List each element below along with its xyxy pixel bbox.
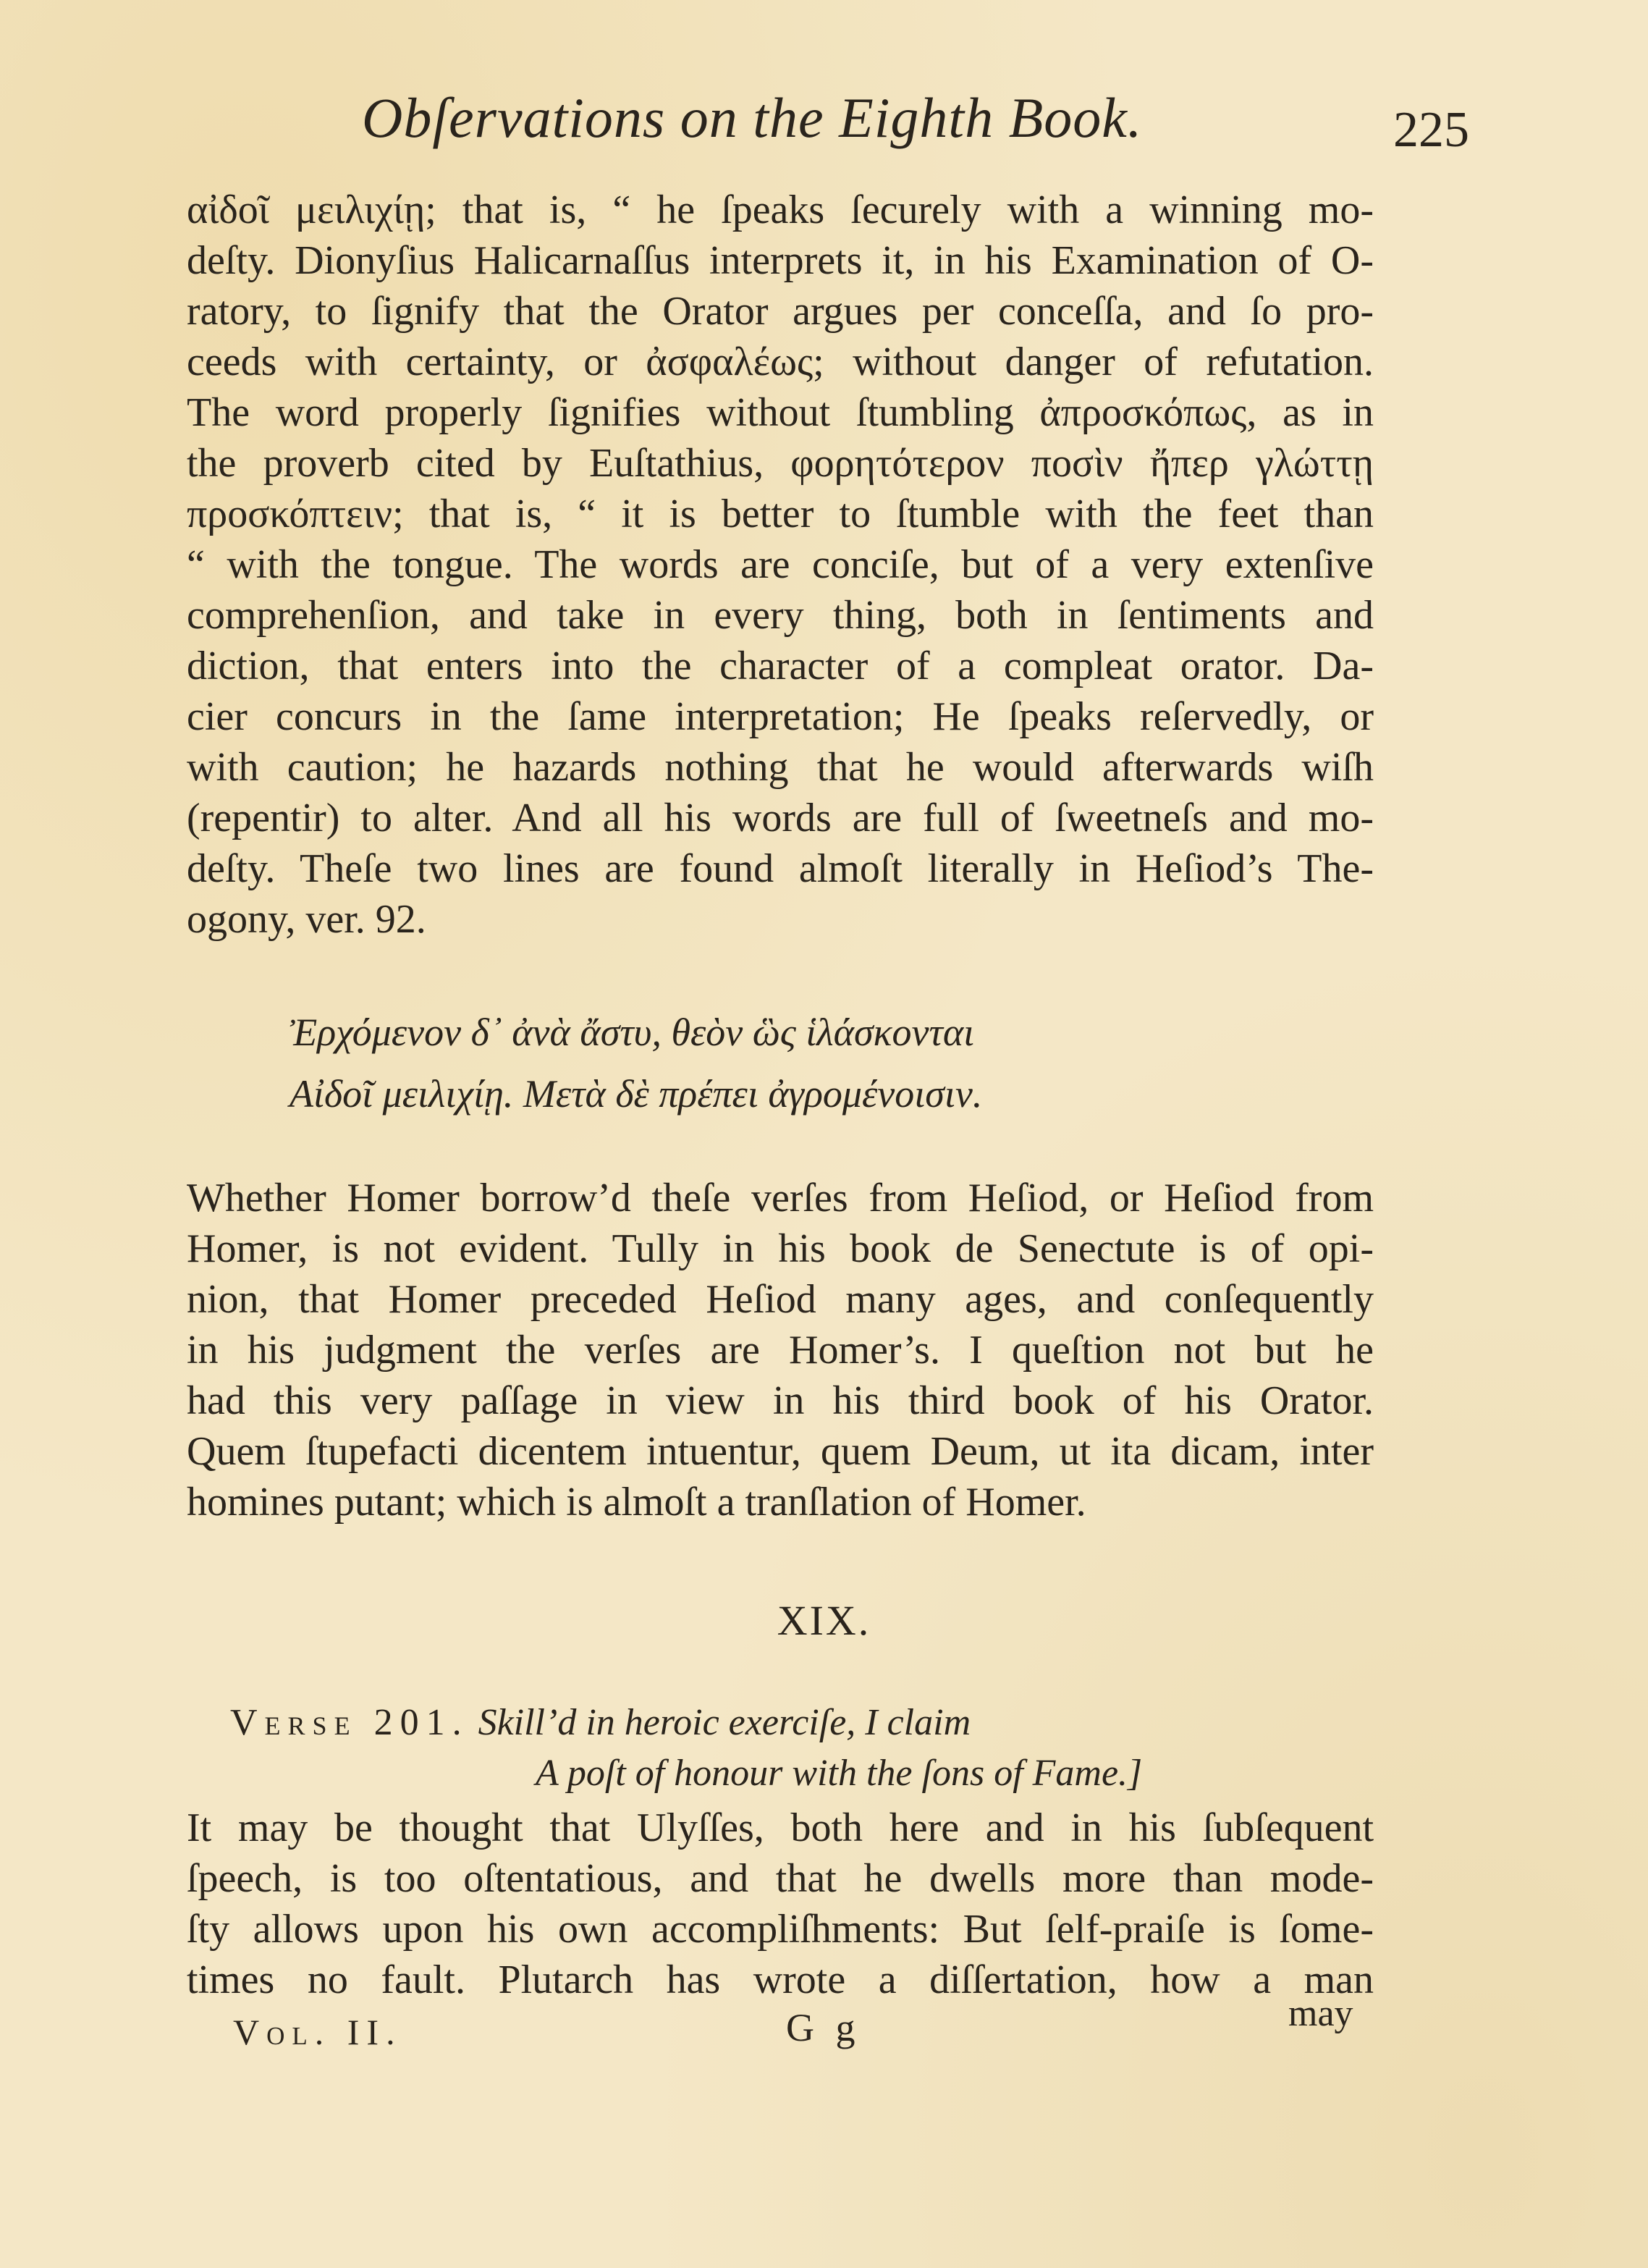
greek-verse-line: Ἐρχόμενον δ᾽ ἀνὰ ἄστυ, θεὸν ὣς ἱλάσκονται [290,1011,975,1054]
text-line: deſty. Dionyſius Halicarnaſſus interprets it, in his Examination of O- [187,238,1374,283]
page-number: 225 [1393,102,1469,158]
text-line: had this very paſſage in view in his third book of his Orator. [187,1378,1374,1423]
text-line: cier concurs in the ſame interpretation; He ſpeaks reſervedly, or [187,694,1374,739]
text-line: comprehenſion, and take in every thing, both in ſentiments and [187,593,1374,638]
text-line: The word properly ſignifies without ſtumbling ἀπροσκόπως, as in [187,390,1374,435]
text-line: προσκόπτειν; that is, “ it is better to ſtumble with the feet than [187,492,1374,536]
catchword: may [1288,1993,1353,2034]
text-line: Quem ſtupefacti dicentem intuentur, quem Deum, ut ita dicam, inter [187,1429,1374,1474]
text-line: ſpeech, is too oſtentatious, and that he dwells more than mode- [187,1856,1374,1901]
text-line: ogony, ver. 92. [187,897,426,942]
text-line: in his judgment the verſes are Homer’s. I queſtion not but he [187,1328,1374,1373]
text-line: αἰδοῖ μειλιχίῃ; that is, “ he ſpeaks ſecurely with a winning mo- [187,187,1374,232]
text-line: Whether Homer borrow’d theſe verſes from Heſiod, or Heſiod from [187,1176,1374,1221]
text-line: deſty. Theſe two lines are found almoſt literally in Heſiod’s The- [187,846,1374,891]
text-line: times no fault. Plutarch has wrote a diſſertation, how a man [187,1957,1374,2002]
text-line: ceeds with certainty, or ἀσφαλέως; without danger of refutation. [187,340,1374,384]
text-line: the proverb cited by Euſtathius, φορητότερον ποσὶν ἤπερ γλώττῃ [187,441,1374,486]
running-title: Obſervations on the Eighth Book. [362,86,1143,149]
greek-verse-line: Αἰδοῖ μειλιχίῃ. Μετὰ δὲ πρέπει ἀγρομένοισιν. [290,1072,983,1116]
verse-reference-continued [536,1752,1142,1795]
text-line: diction, that enters into the character of a compleat orator. Da- [187,644,1374,688]
verse-quote-line: Skill’d in heroic exerciſe, I claim [478,1702,971,1743]
text-line: “ with the tongue. The words are conciſe, but of a very extenſive [187,542,1374,587]
volume-label: Vol. II. [233,2012,402,2052]
text-line: It may be thought that Ulyſſes, both here and in his ſubſequent [187,1805,1374,1850]
verse-quote-line: A poſt of honour with the ſons of Fame.] [536,1753,1143,1794]
text-line: nion, that Homer preceded Heſiod many ages, and conſequently [187,1277,1374,1322]
text-line: Homer, is not evident. Tully in his book de Senectute is of opi- [187,1226,1374,1271]
text-line: (repentir) to alter. And all his words are full of ſweetneſs and mo- [187,796,1374,840]
verse-label: Verse 201. [230,1702,469,1743]
text-line: with caution; he hazards nothing that he would afterwards wiſh [187,745,1374,790]
section-numeral: XIX. [777,1597,871,1644]
text-line: ratory, to ſignify that the Orator argues per conceſſa, and ſo pro- [187,289,1374,334]
text-line: ſty allows upon his own accompliſhments: But ſelf-praiſe is ſome- [187,1907,1374,1952]
signature-mark: G g [786,2006,861,2049]
text-line: homines putant; which is almoſt a tranſlation of Homer. [187,1480,1086,1525]
verse-reference [230,1701,971,1744]
